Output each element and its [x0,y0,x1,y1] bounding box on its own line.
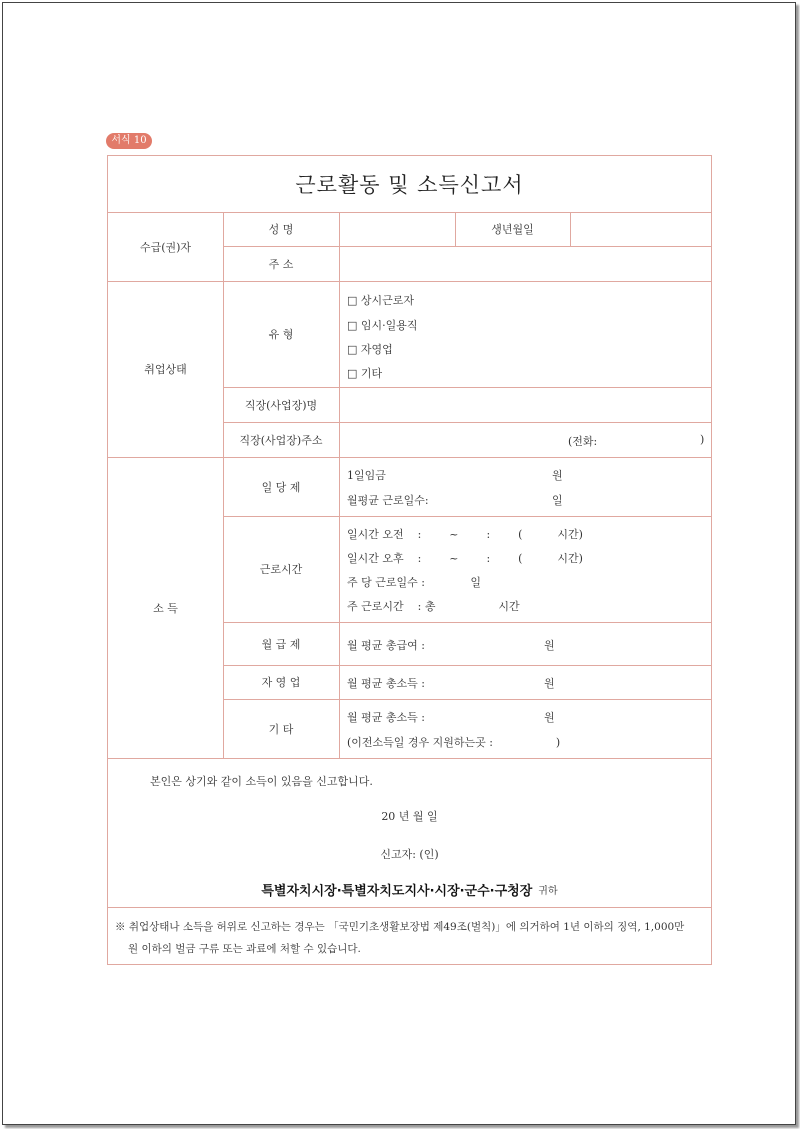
birth-date-field[interactable] [571,213,711,246]
legal-notice [115,916,707,960]
phone-close: ) [700,433,705,446]
weekly-hours-text: 주 근로시간 : 총 시간 [347,600,520,613]
daily-wage-unit: 원 [552,469,563,482]
reporter-line: 신고자: (인) [380,848,439,861]
other-income-text: 월 평균 총소득 : [347,711,425,724]
employment-status-label: 취업상태 [144,363,187,376]
weekly-days-text: 주 당 근로일수 : 일 [347,576,482,589]
name-label: 성 명 [268,223,294,236]
other-income-note: (이전소득일 경우 지원하는곳 : ) [347,736,561,749]
self-employed-label: 자 영 업 [261,676,301,689]
workplace-address-label: 직장(사업장)주소 [239,433,323,447]
monthly-pay-label: 월 급 제 [261,637,301,651]
option-temporary-worker[interactable]: □ 임시·일용직 [347,319,418,332]
addressee-suffix: 귀하 [538,885,558,897]
employment-type-label: 유 형 [268,328,294,341]
daily-wage-text: 1일임금 [347,469,386,482]
self-income-unit: 원 [544,677,555,690]
declaration-statement: 본인은 상기와 같이 소득이 있음을 신고합니다. [150,775,373,788]
legal-notice-line-1: ※ 취업상태나 소득을 허위로 신고하는 경우는 「국민기초생활보장법 제49조(벌칙)」에 의거하여 1년 이하의 징역, 1,000만 [115,921,685,933]
option-self-employed[interactable]: □ 자영업 [347,343,393,356]
option-regular-worker[interactable]: □ 상시근로자 [347,294,415,307]
monthly-pay-unit: 원 [544,639,555,652]
address-field[interactable] [340,247,711,281]
income-label: 소 득 [153,601,178,615]
afternoon-hours-text: 일시간 오후 : ~ : ( 시간) [347,552,583,565]
recipient-label: 수급(권)자 [139,240,192,254]
name-field[interactable] [340,213,454,246]
addressee-line [108,878,711,900]
form-number-badge: 서식 10 [106,133,152,149]
monthly-days-text: 월평균 근로일수: [347,494,429,507]
daily-pay-label: 일 당 제 [261,480,301,494]
workplace-name-field[interactable] [340,388,711,422]
phone-open: (전화: [568,435,598,448]
form-title: 근로활동 및 소득신고서 [295,173,524,197]
working-hours-label: 근로시간 [259,563,303,576]
declaration-date: 20 년 월 일 [381,810,438,823]
self-income-text: 월 평균 총소득 : [347,677,425,690]
monthly-days-unit: 일 [552,494,563,507]
other-income-unit: 원 [544,711,555,724]
addressee-text: 특별자치시장·특별자치도지사·시장·군수·구청장 [261,883,533,899]
morning-hours-text: 일시간 오전 : ~ : ( 시간) [347,528,583,541]
income-report-form [107,155,712,965]
other-income-label: 기 타 [268,722,294,736]
workplace-name-label: 직장(사업장)명 [244,398,318,412]
address-label: 주 소 [268,257,294,271]
option-other[interactable]: □ 기타 [347,367,383,380]
birth-date-label: 생년월일 [491,223,534,236]
legal-notice-line-2: 원 이하의 벌금 구류 또는 과료에 처할 수 있습니다. [128,943,361,955]
monthly-pay-text: 월 평균 총급여 : [347,639,425,652]
